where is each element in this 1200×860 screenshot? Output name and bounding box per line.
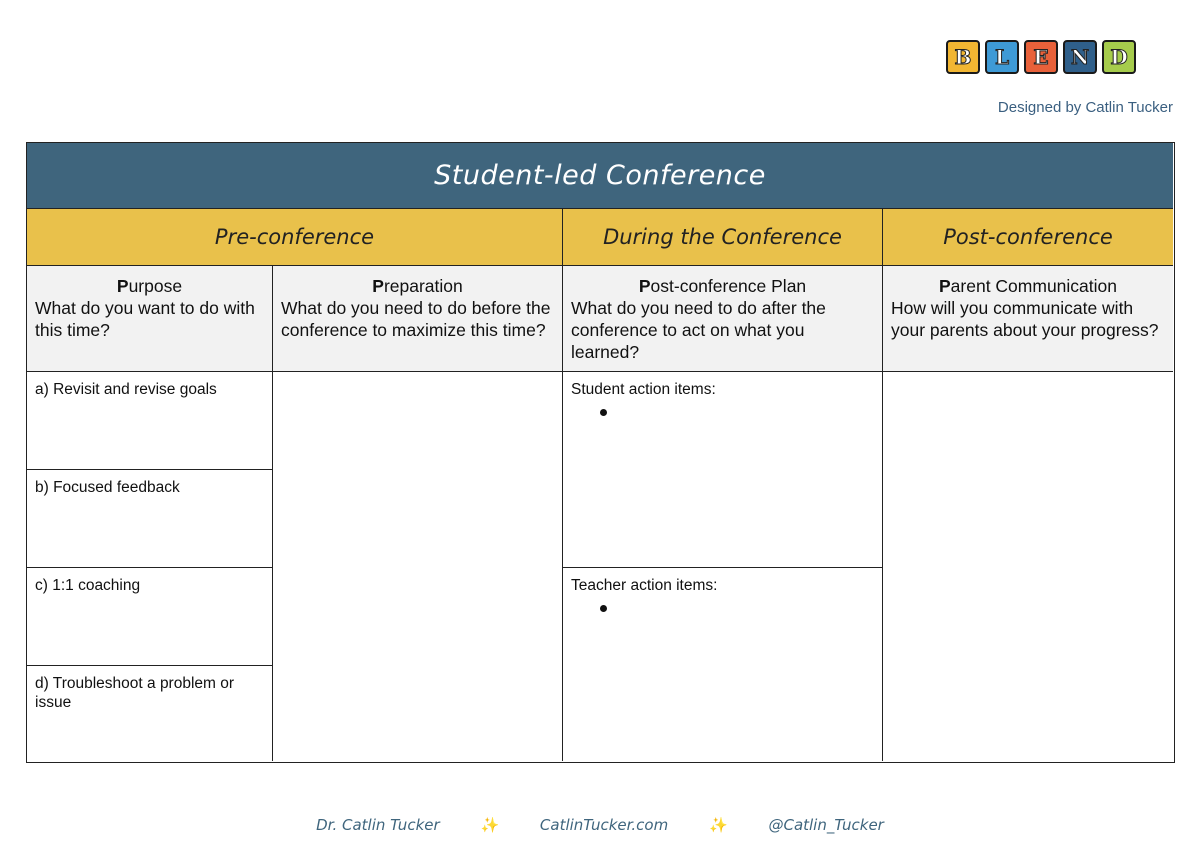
header-plan-question: What do you need to do after the conference to act on what you learned? bbox=[571, 298, 826, 362]
preparation-notes bbox=[273, 372, 563, 761]
purpose-item-b: b) Focused feedback bbox=[27, 470, 273, 568]
footer-name: Dr. Catlin Tucker bbox=[316, 816, 440, 834]
header-purpose-question: What do you want to do with this time? bbox=[35, 298, 255, 340]
purpose-item-a: a) Revisit and revise goals bbox=[27, 372, 273, 470]
phase-pre-conference: Pre-conference bbox=[27, 209, 563, 266]
header-communication-rest: arent Communication bbox=[950, 276, 1117, 296]
logo-tile-d: D bbox=[1102, 40, 1136, 74]
conference-table bbox=[26, 142, 1175, 763]
header-purpose bbox=[27, 266, 273, 372]
teacher-action-items bbox=[563, 568, 883, 761]
student-action-items bbox=[563, 372, 883, 568]
logo-tile-e: E bbox=[1024, 40, 1058, 74]
footer-handle: @Catlin_Tucker bbox=[768, 816, 884, 834]
logo-tile-l: L bbox=[985, 40, 1019, 74]
header-post-conference-plan bbox=[563, 266, 883, 372]
bullet-icon bbox=[600, 605, 607, 612]
designed-by: Designed by Catlin Tucker bbox=[997, 99, 1173, 116]
logo-tile-n: N bbox=[1063, 40, 1097, 74]
teacher-action-label: Teacher action items: bbox=[571, 577, 718, 594]
sparkle-icon: ✨ bbox=[480, 816, 500, 834]
header-preparation bbox=[273, 266, 563, 372]
purpose-item-d: d) Troubleshoot a problem or issue bbox=[27, 666, 273, 761]
table-title: Student-led Conference bbox=[27, 143, 1173, 209]
header-preparation-question: What do you need to do before the conference to maximize this time? bbox=[281, 298, 551, 340]
phase-during-conference: During the Conference bbox=[563, 209, 883, 266]
bullet-icon bbox=[600, 409, 607, 416]
header-purpose-initial: P bbox=[116, 276, 129, 296]
header-communication-question: How will you communicate with your parents about your progress? bbox=[891, 298, 1159, 340]
header-plan-initial: P bbox=[638, 276, 651, 296]
phase-post-conference: Post-conference bbox=[883, 209, 1173, 266]
purpose-item-c: c) 1:1 coaching bbox=[27, 568, 273, 666]
header-preparation-rest: reparation bbox=[383, 276, 463, 296]
sparkle-icon: ✨ bbox=[709, 816, 728, 834]
student-action-label: Student action items: bbox=[571, 381, 716, 398]
header-parent-communication bbox=[883, 266, 1173, 372]
footer bbox=[0, 816, 1200, 834]
header-communication-initial: P bbox=[938, 276, 951, 296]
footer-site: CatlinTucker.com bbox=[539, 816, 669, 834]
parent-communication-notes bbox=[883, 372, 1173, 761]
blend-logo bbox=[946, 40, 1136, 74]
header-plan-rest: ost-conference Plan bbox=[650, 276, 807, 296]
header-preparation-initial: P bbox=[372, 276, 384, 296]
header-purpose-rest: urpose bbox=[128, 276, 183, 296]
logo-tile-b: B bbox=[946, 40, 980, 74]
